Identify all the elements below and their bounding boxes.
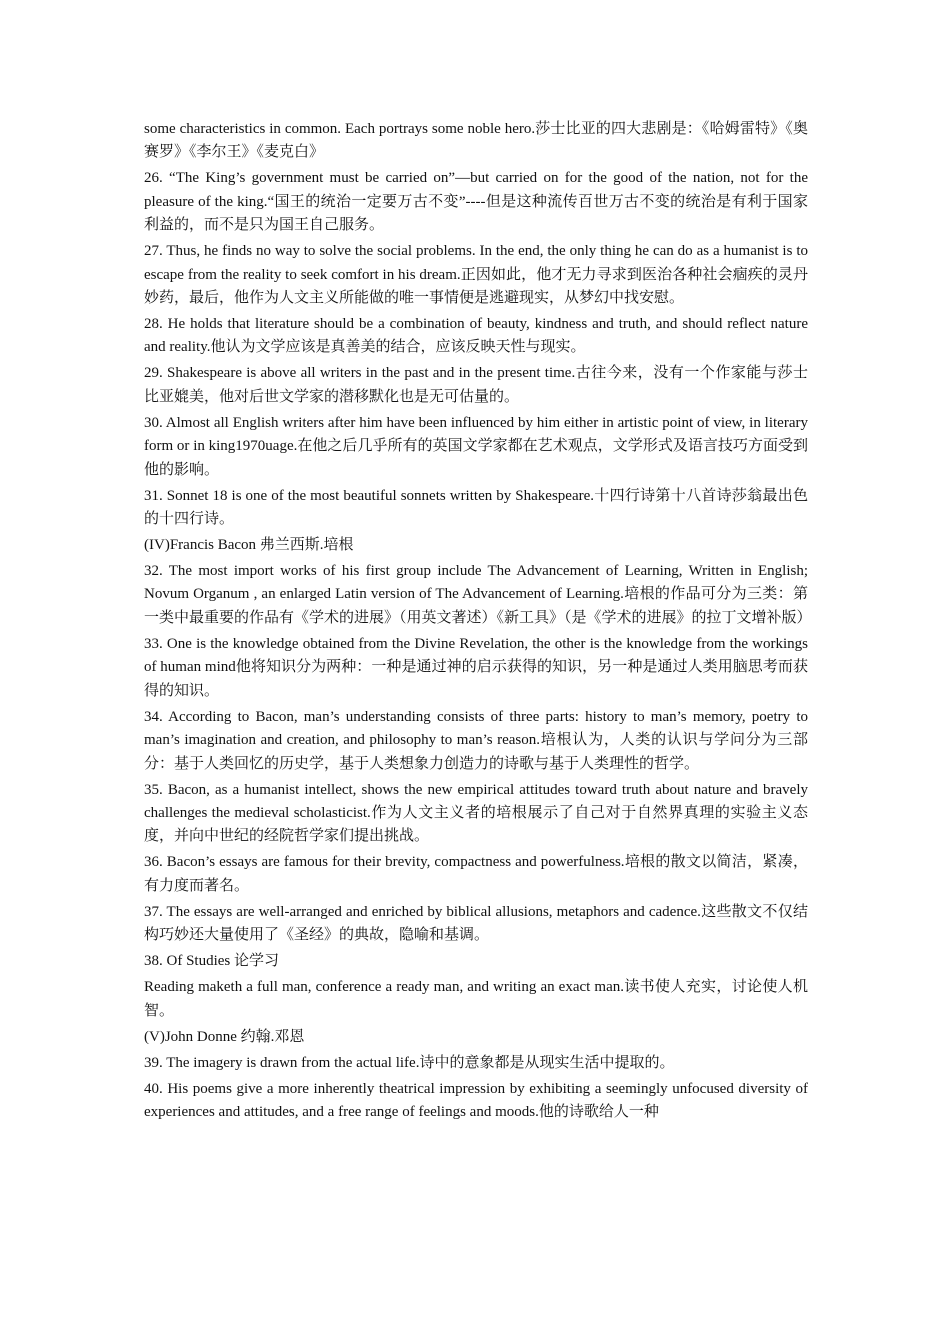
section-heading: (IV)Francis Bacon 弗兰西斯.培根 (144, 537, 354, 554)
document-page (144, 118, 812, 1127)
paragraph: Reading maketh a full man, conference a ready man, and writing an exact man.读书使人充实，讨论使人机智。 (144, 979, 808, 1019)
paragraph: 39. The imagery is drawn from the actual life.诗中的意象都是从现实生活中提取的。 (144, 1054, 675, 1071)
paragraph: 31. Sonnet 18 is one of the most beautiful sonnets written by Shakespeare.十四行诗第十八首诗莎翁最出色的十四行诗。 (144, 487, 808, 528)
paragraph: 35. Bacon, as a humanist intellect, shows the new empirical attitudes toward truth about nature and bravely challenges the medieval scholasticist.作为人文主义者的培根展示了自己对于自然界真理的实验主义态度，并向中世纪的经院哲学家们提出挑战。 (144, 781, 808, 845)
paragraph: 26. “The King’s government must be carried on”—but carried on for the good of the nation, not for the pleasure of the king.“国王的统治一定要万古不变”----但是这种流传百世万古不变的统治是有利于国家利益的，而不是只为国王自己服务。 (144, 170, 808, 234)
paragraph: some characteristics in common. Each portrays some noble hero.莎士比亚的四大悲剧是：《哈姆雷特》《奥赛罗》《李尔王》《麦克白》 (144, 121, 808, 161)
section-heading: (V)John Donne 约翰.邓恩 (144, 1028, 305, 1045)
paragraph: 30. Almost all English writers after him have been influenced by him either in artistic point of view, in literary form or in king1970uage.在他之后几乎所有的英国文学家都在艺术观点，文学形式及语言技巧方面受到他的影响。 (144, 414, 808, 478)
paragraph: 34. According to Bacon, man’s understanding consists of three parts: history to man’s memory, poetry to man’s imagination and creation, and philosophy to man’s reason.培根认为，人类的认识与学问分为三部分：基于人类回忆的历史学，基于人类想象力创造力的诗歌与基于人类理性的哲学。 (144, 708, 808, 772)
paragraph: 37. The essays are well-arranged and enriched by biblical allusions, metaphors and cadence.这些散文不仅结构巧妙还大量使用了《圣经》的典故，隐喻和基调。 (144, 903, 808, 944)
paragraph: 32. The most import works of his first group include The Advancement of Learning, Written in English; Novum Organum , an enlarged Latin version of The Advancement of Learning.培根的作品可分为三类：第一类中最重要的作品有《学术的进展》（用英文著述）《新工具》（是《学术的进展》的拉丁文增补版） (144, 563, 812, 626)
paragraph: 36. Bacon’s essays are famous for their brevity, compactness and powerfulness.培根的散文以简洁，紧凑，有力度而著名。 (144, 854, 808, 894)
paragraph: 40. His poems give a more inherently theatrical impression by exhibiting a seemingly unfocused diversity of experiences and attitudes, and a free range of feelings and moods.他的诗歌给人一种 (144, 1080, 808, 1120)
paragraph: 28. He holds that literature should be a combination of beauty, kindness and truth, and should reflect nature and reality.他认为文学应该是真善美的结合，应该反映天性与现实。 (144, 316, 808, 356)
paragraph: 29. Shakespeare is above all writers in the past and in the present time.古往今来，没有一个作家能与莎士比亚媲美，他对后世文学家的潜移默化也是无可估量的。 (144, 365, 808, 405)
paragraph: 27. Thus, he finds no way to solve the social problems. In the end, the only thing he can do as a humanist is to escape from the reality to seek comfort in his dream.正因如此，他才无力寻求到医治各种社会痼疾的灵丹妙药，最后，他作为人文主义所能做的唯一事情便是逃避现实，从梦幻中找安慰。 (144, 243, 808, 307)
section-heading: 38. Of Studies 论学习 (144, 953, 280, 970)
paragraph: 33. One is the knowledge obtained from the Divine Revelation, the other is the knowledge from the workings of human mind他将知识分为两种：一种是通过神的启示获得的知识，另一种是通过人类用脑思考而获得的知识。 (144, 635, 808, 699)
